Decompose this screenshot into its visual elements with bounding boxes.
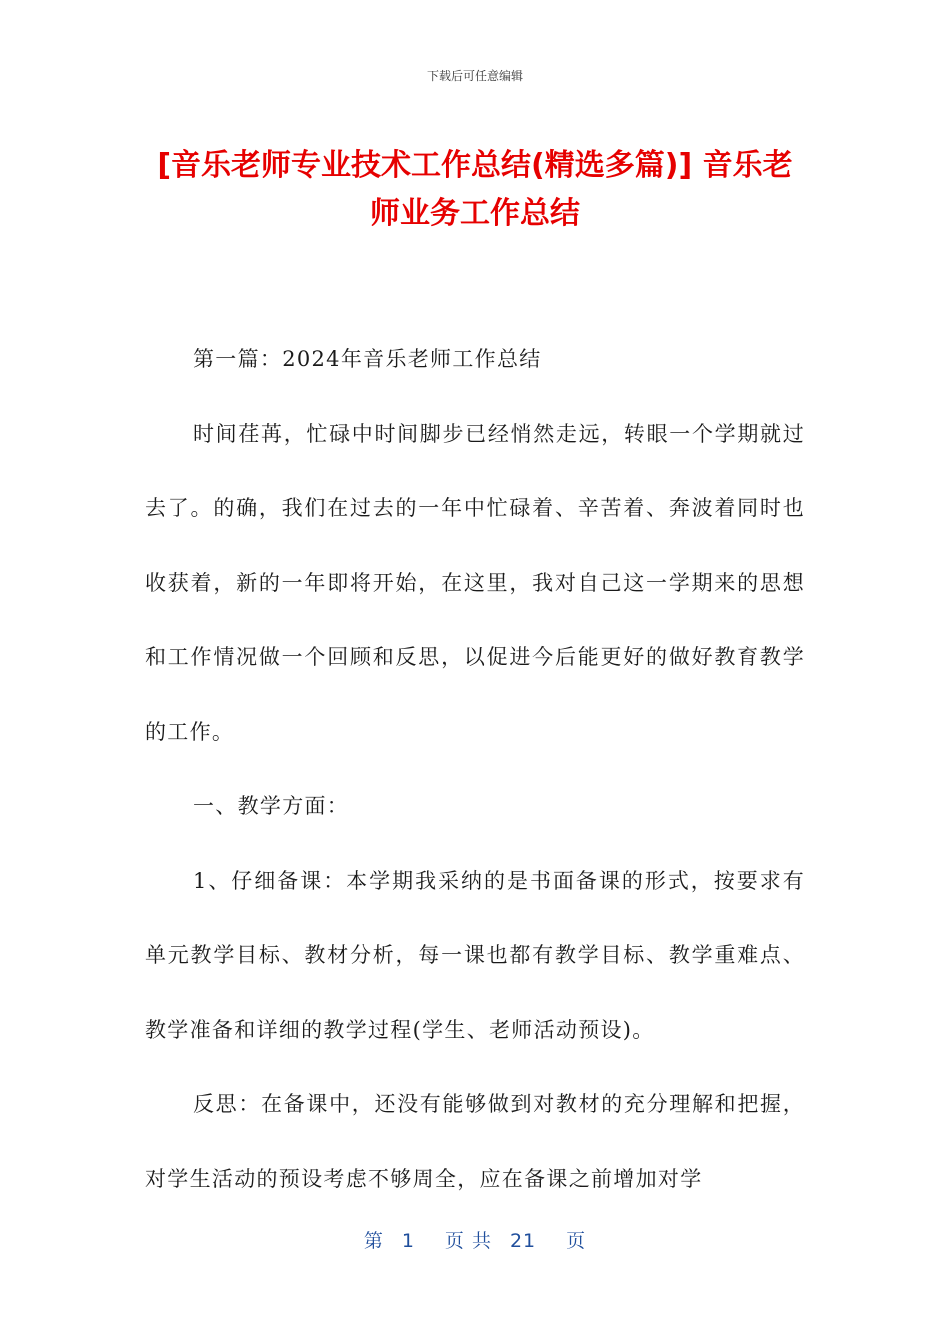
footer-total-pages: 21 bbox=[509, 1230, 537, 1252]
document-title: [音乐老师专业技术工作总结(精选多篇)] 音乐老师业务工作总结 bbox=[157, 148, 793, 231]
paragraph-reflection: 反思：在备课中，还没有能够做到对教材的充分理解和把握，对学生活动的预设考虑不够周全，应在备课之前增加对学 bbox=[145, 1092, 805, 1191]
document-body bbox=[145, 322, 805, 1216]
footer-suffix: 页 bbox=[566, 1230, 587, 1252]
footer-current-page: 1 bbox=[401, 1230, 415, 1252]
page-footer bbox=[0, 1226, 950, 1253]
footer-prefix: 第 bbox=[363, 1230, 384, 1252]
paragraph-section-heading: 第一篇：2024年音乐老师工作总结 bbox=[193, 347, 542, 371]
paragraph-lesson-prep: 1、仔细备课：本学期我采纳的是书面备课的形式，按要求有单元教学目标、教材分析，每一课也都有教学目标、教学重难点、教学准备和详细的教学过程(学生、老师活动预设)。 bbox=[145, 868, 805, 1042]
paragraph-intro: 时间荏苒，忙碌中时间脚步已经悄然走远，转眼一个学期就过去了。的确，我们在过去的一年中忙碌着、辛苦着、奔波着同时也收获着，新的一年即将开始，在这里，我对自己这一学期来的思想和工作情况做一个回顾和反思，以促进今后能更好的做好教育教学的工作。 bbox=[145, 421, 805, 744]
footer-middle: 页 共 bbox=[444, 1230, 492, 1252]
header-note: 下载后可任意编辑 bbox=[426, 69, 523, 83]
paragraph-teaching-heading: 一、教学方面： bbox=[193, 794, 350, 818]
